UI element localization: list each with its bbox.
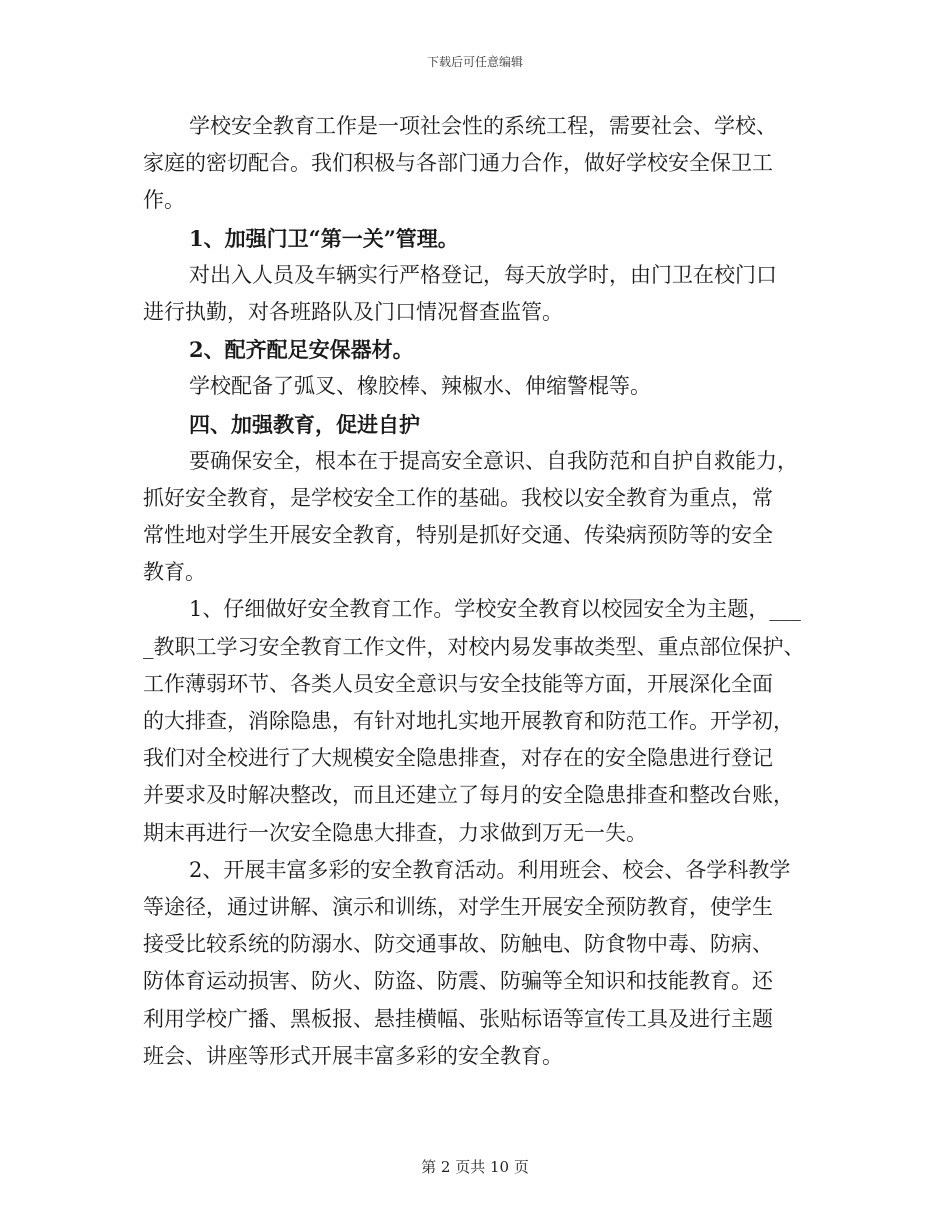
section-heading: 1、加强门卫“第一关”管理。 [189,225,459,251]
paragraph-line: 常性地对学生开展安全教育，特别是抓好交通、传染病预防等的安全 [143,523,773,548]
paragraph-line: 的大排查，消除隐患，有针对地扎实地开展教育和防范工作。开学初， [143,709,794,733]
page-header: 下载后可任意编辑 [426,55,523,69]
paragraph-line: 要确保安全，根本在于提高安全意识、自我防范和自护自救能力， [189,448,798,473]
paragraph-line: _教职工学习安全教育工作文件，对校内易发事故类型、重点部位保护、 [143,634,805,659]
paragraph-line: 学校安全教育工作是一项社会性的系统工程，需要社会、学校、 [189,114,777,138]
section-heading: 2、配齐配足安保器材。 [189,337,414,363]
paragraph-line: 对出入人员及车辆实行严格登记，每天放学时，由门卫在校门口 [189,262,777,287]
paragraph-line: 工作薄弱环节、各类人员安全意识与安全技能等方面，开展深化全面 [143,671,773,696]
paragraph-line: 并要求及时解决整改，而且还建立了每月的安全隐患排查和整改台账， [143,783,794,808]
paragraph-line: 1、仔细做好安全教育工作。学校安全教育以校园安全为主题，___ [189,597,801,622]
page-footer: 第 2 页共 10 页 [421,1158,529,1176]
paragraph-line: 学校配备了弧叉、橡胶棒、辣椒水、伸缩警棍等。 [189,374,651,399]
paragraph-line: 期末再进行一次安全隐患大排查，力求做到万无一失。 [143,820,647,845]
paragraph-line: 接受比较系统的防溺水、防交通事故、防触电、防食物中毒、防病、 [143,932,773,957]
paragraph-line: 等途径，通过讲解、演示和训练，对学生开展安全预防教育，使学生 [143,894,773,919]
paragraph-line: 进行执勤，对各班路队及门口情况督查监管。 [143,299,563,324]
paragraph-line: 利用学校广播、黑板报、悬挂横幅、张贴标语等宣传工具及进行主题 [143,1006,773,1031]
paragraph-line: 教育。 [143,560,206,585]
document-body [143,108,823,1075]
paragraph-line: 班会、讲座等形式开展丰富多彩的安全教育。 [143,1043,563,1068]
paragraph-line: 防体育运动损害、防火、防盗、防震、防骗等全知识和技能教育。还 [143,969,773,994]
paragraph-line: 家庭的密切配合。我们积极与各部门通力合作，做好学校安全保卫工 [143,151,773,176]
section-heading: 四、加强教育，促进自护 [189,411,420,437]
paragraph-line: 抓好安全教育，是学校安全工作的基础。我校以安全教育为重点，常 [143,485,773,510]
paragraph-line: 作。 [143,188,185,213]
paragraph-line: 我们对全校进行了大规模安全隐患排查，对存在的安全隐患进行登记 [143,746,773,771]
paragraph-line: 2、开展丰富多彩的安全教育活动。利用班会、校会、各学科教学 [189,857,791,882]
